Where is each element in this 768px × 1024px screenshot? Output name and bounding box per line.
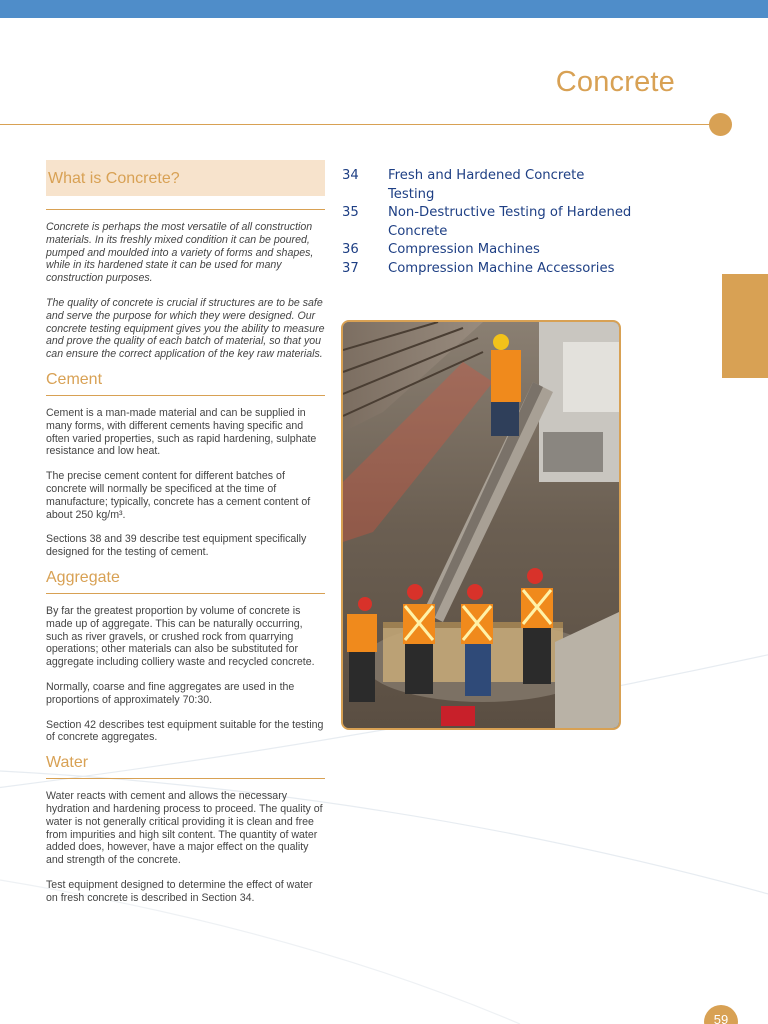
- toc-number: 34: [342, 168, 359, 183]
- page-number-badge: 59: [704, 1005, 738, 1024]
- left-column: [46, 160, 326, 904]
- aggregate-rule: [46, 593, 325, 594]
- aggregate-paragraph: Normally, coarse and fine aggregates are used in the proportions of approximately 70:30.: [46, 680, 295, 706]
- toc-item[interactable]: [342, 204, 632, 241]
- toc-number: 37: [342, 260, 359, 276]
- water-paragraph: Test equipment designed to determine the effect of water on fresh concrete is described in Section 34.: [46, 878, 313, 904]
- cement-paragraph: The precise cement content for different batches of concrete will normally be specificed at the time of manufacture; typically, concrete has a cement content of about 250 kg/m³.: [46, 470, 311, 521]
- aggregate-title: Aggregate: [46, 568, 120, 586]
- water-title: Water: [46, 754, 89, 772]
- section-contents-list: [342, 167, 632, 278]
- construction-photo: [341, 320, 621, 730]
- intro-title: What is Concrete?: [48, 170, 180, 187]
- water-paragraph: Water reacts with cement and allows the necessary hydration and hardening process to proceed. The quality of water is not generally critical providing it is clean and free from impurities and high silt content. The quantity of water added does, however, have a major effect on the quality and strength of the concrete.: [46, 790, 323, 867]
- cement-title: Cement: [46, 370, 103, 388]
- aggregate-paragraph: By far the greatest proportion by volume of concrete is made up of aggregate. This can be naturally occurring, such as river gravels, or crushed rock from quarrying operations; other materials can also be substituted for aggregate including colliery waste and recycled concrete.: [46, 604, 315, 669]
- intro-paragraph: The quality of concrete is crucial if structures are to be safe and serve the purpose for which they were designed. Our concrete testing equipment gives you the ability to measure and prove the quality of each batch of material, so that you can ensure the correct application of the key raw materials.: [46, 296, 325, 361]
- toc-label: Compression Machines: [388, 242, 540, 257]
- section-title: Concrete: [555, 66, 675, 98]
- toc-item[interactable]: [342, 260, 632, 279]
- water-rule: [46, 778, 325, 779]
- intro-paragraph: Concrete is perhaps the most versatile of all construction materials. In its freshly mixed condition it can be poured, pumped and moulded into a variety of forms and shapes, while in its hardened state it can be used for many construction purposes.: [46, 221, 314, 285]
- intro-heading-box: [46, 160, 325, 196]
- cement-paragraph: Cement is a man-made material and can be supplied in many forms, with different cements having specific and often varied properties, such as rapid hardening, sulphate resistance and low heat.: [46, 406, 317, 458]
- cement-rule: [46, 395, 325, 396]
- toc-label: Non-Destructive Testing of Hardened Concrete: [388, 205, 632, 239]
- intro-rule: [46, 209, 325, 210]
- toc-item[interactable]: [342, 167, 632, 204]
- toc-label: Fresh and Hardened Concrete Testing: [388, 168, 585, 202]
- title-rule: [0, 124, 718, 125]
- toc-number: 35: [342, 205, 359, 220]
- cement-paragraph: Sections 38 and 39 describe test equipment specifically designed for the testing of cement.: [46, 533, 307, 559]
- aggregate-paragraph: Section 42 describes test equipment suitable for the testing of concrete aggregates.: [46, 718, 324, 744]
- toc-label: Compression Machine Accessories: [388, 260, 615, 276]
- side-tab[interactable]: [722, 274, 768, 378]
- toc-number: 36: [342, 242, 359, 257]
- photo-illustration: [343, 322, 619, 728]
- toc-item[interactable]: [342, 241, 632, 260]
- top-color-bar: [0, 0, 768, 18]
- title-dot: [709, 113, 732, 136]
